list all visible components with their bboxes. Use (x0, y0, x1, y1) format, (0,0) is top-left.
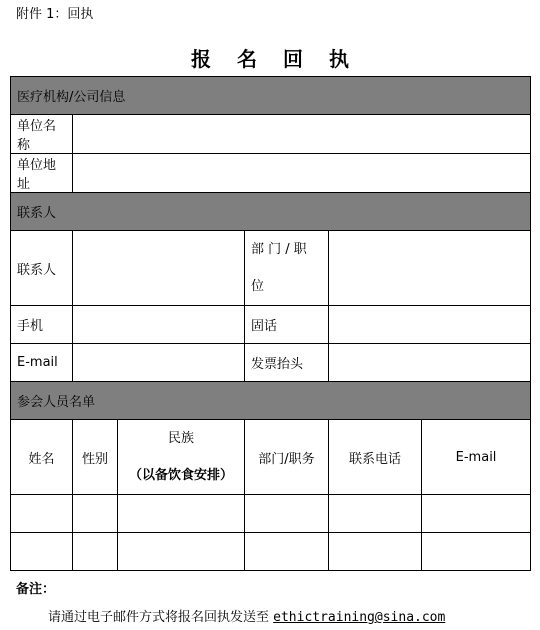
remarks-label: 备注： (16, 582, 56, 597)
col-header-ethnicity-label: 民族 (167, 431, 194, 446)
unit-name-field[interactable] (73, 115, 531, 154)
email-label: E-mail (11, 344, 73, 382)
attendee-ethnicity-cell[interactable] (118, 533, 245, 571)
section-attendees-header: 参会人员名单 (11, 382, 531, 420)
dept-position-field[interactable] (329, 231, 531, 306)
attendee-phone-cell[interactable] (329, 533, 422, 571)
remarks-text: 请通过电子邮件方式将报名回执发送至 (48, 610, 274, 625)
col-header-dept-duty: 部门/职务 (245, 420, 329, 495)
col-header-phone: 联系电话 (329, 420, 422, 495)
attendee-email-cell[interactable] (422, 533, 531, 571)
attendee-dept-cell[interactable] (245, 495, 329, 533)
section-contact-header: 联系人 (11, 193, 531, 231)
landline-field[interactable] (329, 306, 531, 344)
mobile-label: 手机 (11, 306, 73, 344)
attendee-ethnicity-cell[interactable] (118, 495, 245, 533)
email-field[interactable] (73, 344, 245, 382)
attendee-row (11, 533, 531, 571)
col-header-ethnicity (118, 420, 245, 495)
invoice-title-field[interactable] (329, 344, 531, 382)
attendee-gender-cell[interactable] (73, 533, 118, 571)
unit-name-label: 单位名称 (11, 115, 73, 154)
col-header-name: 姓名 (11, 420, 73, 495)
dept-position-label-line1: 部 门 / 职 (251, 242, 307, 257)
unit-address-field[interactable] (73, 154, 531, 193)
col-header-gender: 性别 (73, 420, 118, 495)
dept-position-label (245, 231, 329, 306)
attendee-gender-cell[interactable] (73, 495, 118, 533)
invoice-title-label: 发票抬头 (245, 344, 329, 382)
dept-position-label-line2: 位 (251, 279, 265, 294)
landline-label: 固话 (245, 306, 329, 344)
mobile-field[interactable] (73, 306, 245, 344)
col-header-email: E-mail (422, 420, 531, 495)
attendee-row (11, 495, 531, 533)
contact-email-link[interactable]: ethictraining@sina.com (273, 610, 446, 625)
attendee-name-cell[interactable] (11, 533, 73, 571)
contact-person-label: 联系人 (11, 231, 73, 306)
col-header-ethnicity-note: （以备饮食安排） (128, 468, 233, 483)
document-title: 报名回执 (191, 47, 375, 71)
remarks-note (48, 606, 445, 625)
unit-address-label: 单位地址 (11, 154, 73, 193)
attendee-name-cell[interactable] (11, 495, 73, 533)
registration-form (10, 76, 531, 571)
attendee-phone-cell[interactable] (329, 495, 422, 533)
attachment-label: 附件 1：回执 (16, 7, 94, 22)
attendee-email-cell[interactable] (422, 495, 531, 533)
attendee-dept-cell[interactable] (245, 533, 329, 571)
contact-person-field[interactable] (73, 231, 245, 306)
section-org-header: 医疗机构/公司信息 (11, 77, 531, 115)
